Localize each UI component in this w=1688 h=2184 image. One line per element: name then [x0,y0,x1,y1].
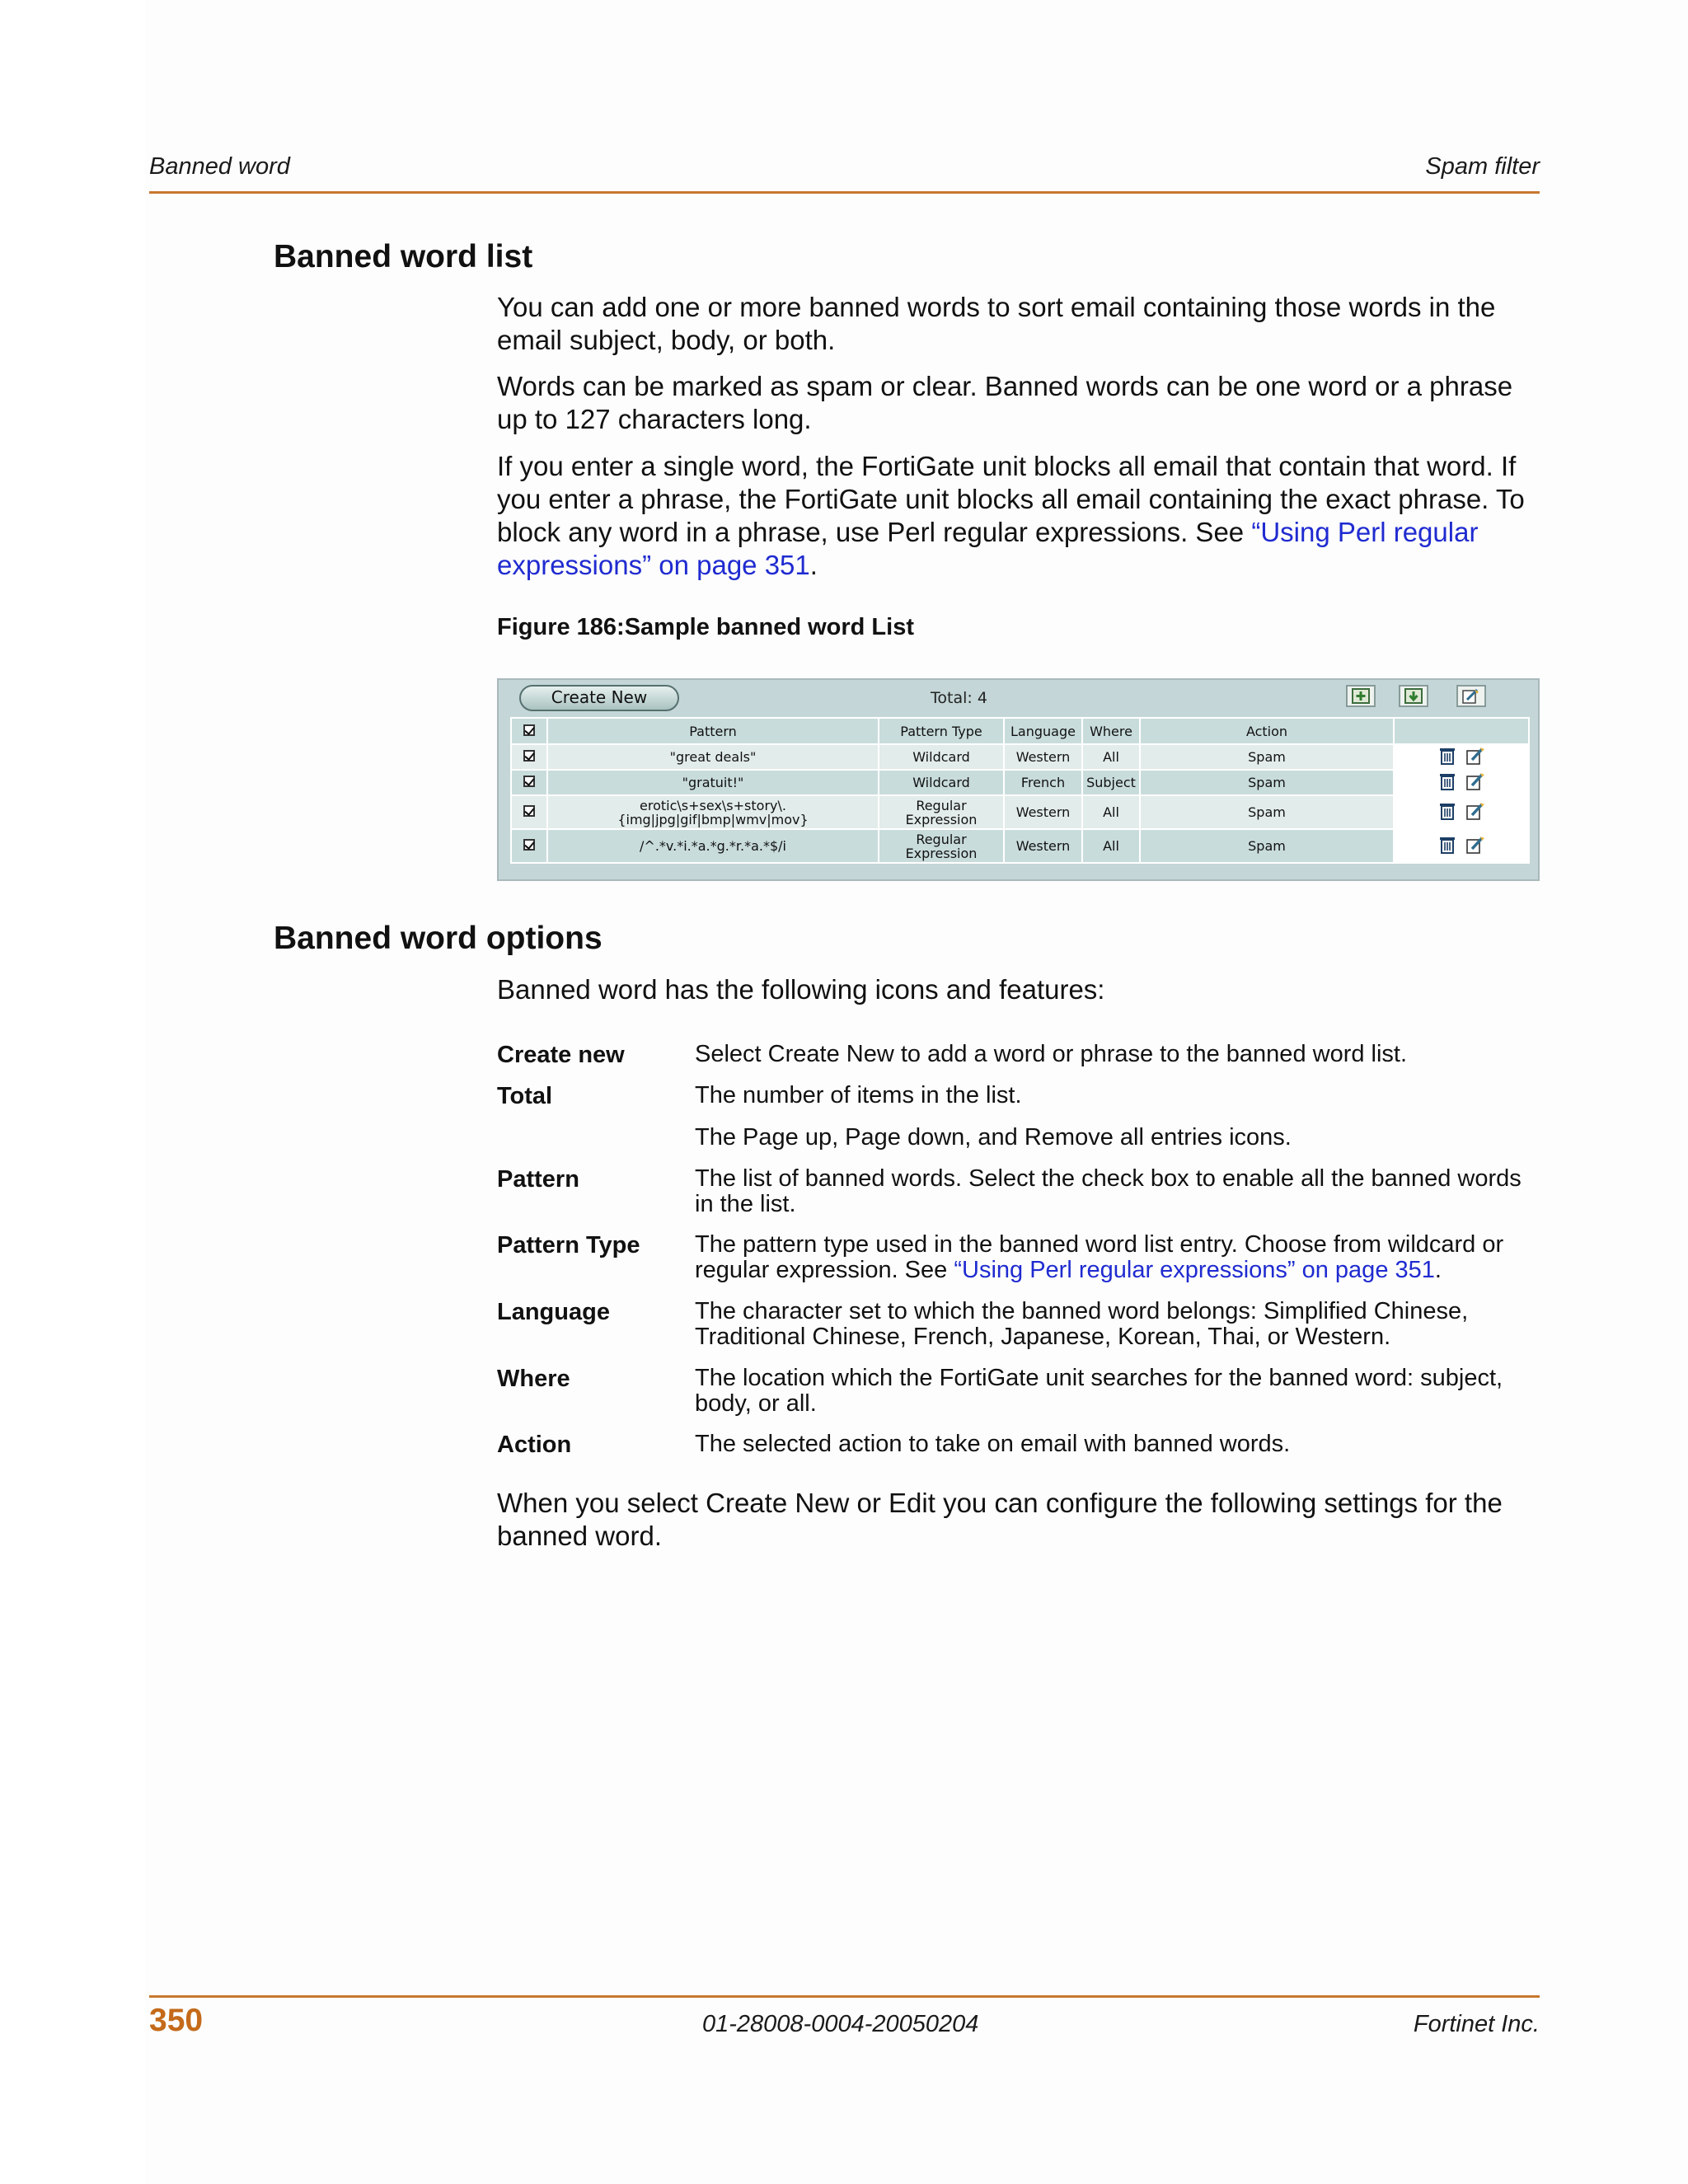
cell-action: Spam [1140,770,1394,795]
list-toolbar [499,680,1538,713]
edit-icon[interactable] [1465,835,1485,855]
page-number: 350 [149,2003,204,2038]
def-page-icons: The Page up, Page down, and Remove all entries icons. [695,1124,1292,1151]
total-count: Total: 4 [931,689,987,707]
paragraph-phrase-end: . [809,550,818,580]
header-select-all[interactable] [511,718,547,744]
table-row [511,770,1529,795]
delete-icon[interactable] [1437,801,1457,821]
def-where: The location which the FortiGate unit searches for the banned word: subject, body, or all. [695,1365,1503,1417]
section-title-banned-word-list: Banned word list [274,239,533,274]
running-header-left: Banned word [149,153,290,180]
delete-icon[interactable] [1437,771,1457,791]
select-all-checkbox[interactable] [523,724,535,736]
cell-where: Subject [1082,770,1140,795]
paragraph-intro: You can add one or more banned words to sort email containing those words in the email subject, body, or both. [497,292,1496,355]
cell-language: Western [1004,829,1082,863]
cell-action: Spam [1140,829,1394,863]
def-pattern-type [695,1232,1544,1283]
def-language: The character set to which the banned word belongs: Simplified Chinese, Traditional Chinese, French, Japanese, Korean, Thai, or Western. [695,1298,1469,1350]
term-pattern: Pattern [497,1166,579,1193]
delete-icon[interactable] [1437,835,1457,855]
term-action: Action [497,1432,572,1458]
table-row [511,829,1529,863]
row-actions [1394,829,1529,863]
cell-pattern-type [879,829,1004,863]
def-action: The selected action to take on email with banned words. [695,1431,1291,1457]
edit-icon[interactable] [1465,801,1485,821]
row-actions [1394,770,1529,795]
term-create-new: Create new [497,1042,625,1068]
row-checkbox[interactable] [523,750,535,762]
cell-language: French [1004,770,1082,795]
footer-rule [149,1995,1540,1998]
cell-action: Spam [1140,795,1394,829]
closing-paragraph: When you select Create New or Edit you can configure the following settings for the banned word. [497,1488,1503,1551]
column-header-where: Where [1082,718,1140,744]
table-header-row [511,718,1529,744]
def-pattern-type-text: The pattern type used in the banned word list entry. Choose from wildcard or regular expression. See [695,1231,1504,1283]
cell-pattern: "gratuit!" [547,770,879,795]
def-pattern-type-end: . [1434,1257,1442,1283]
column-header-pattern-type: Pattern Type [879,718,1004,744]
paragraph-phrase-text: If you enter a single word, the FortiGate unit blocks all email that contain that word. If you enter a phrase, the FortiGate unit blocks all email containing the exact phrase. To block any word in a phrase, use Perl regular expressions. See [497,451,1525,547]
paragraph-phrase [497,450,1544,582]
page-up-icon[interactable] [1346,685,1376,707]
cell-type-line: Expression [905,845,978,861]
cell-where: All [1082,829,1140,863]
term-language: Language [497,1299,610,1325]
figure-caption: Figure 186:Sample banned word List [497,614,914,640]
cell-type-line: Regular [916,831,967,847]
row-actions [1394,795,1529,829]
row-checkbox-cell[interactable] [511,795,547,829]
column-header-blank [1394,718,1529,744]
delete-icon[interactable] [1437,746,1457,766]
paragraph-spam-clear: Words can be marked as spam or clear. Banned words can be one word or a phrase up to 127 characters long. [497,371,1513,434]
def-total: The number of items in the list. [695,1082,1022,1108]
cell-language: Western [1004,744,1082,770]
cell-type-line: Expression [905,811,978,827]
edit-icon[interactable] [1465,746,1485,766]
cell-action: Spam [1140,744,1394,770]
def-create-new: Select Create New to add a word or phrase to the banned word list. [695,1041,1408,1067]
row-checkbox-cell[interactable] [511,744,547,770]
cell-pattern-type [879,795,1004,829]
term-where: Where [497,1366,570,1392]
table-row [511,795,1529,829]
edit-icon[interactable] [1465,771,1485,791]
section-title-banned-word-options: Banned word options [274,921,603,956]
row-checkbox-cell[interactable] [511,770,547,795]
page-down-icon[interactable] [1399,685,1428,707]
row-checkbox[interactable] [523,776,535,787]
cell-pattern [547,795,879,829]
running-header-right: Spam filter [1425,153,1540,180]
company-name: Fortinet Inc. [1413,2011,1540,2037]
table-row [511,744,1529,770]
def-pattern: The list of banned words. Select the check box to enable all the banned words in the list. [695,1165,1522,1217]
cell-pattern: "great deals" [547,744,879,770]
create-new-button[interactable]: Create New [519,685,679,711]
document-id: 01-28008-0004-20050204 [702,2011,979,2037]
options-intro: Banned word has the following icons and features: [497,974,1105,1005]
cell-pattern-line: {img|jpg|gif|bmp|wmv|mov} [617,811,809,827]
perl-regex-link[interactable]: “Using Perl regular expressions” on page 351 [497,517,1479,580]
cell-pattern-type: Wildcard [879,770,1004,795]
cell-pattern: /^.*v.*i.*a.*g.*r.*a.*$/i [547,829,879,863]
header-rule [149,191,1540,194]
cell-pattern-line: erotic\s+sex\s+story\. [640,797,786,813]
cell-pattern-type: Wildcard [879,744,1004,770]
row-checkbox[interactable] [523,805,535,817]
perl-regex-link-2[interactable]: “Using Perl regular expressions” on page 351 [954,1257,1435,1283]
remove-all-icon[interactable] [1456,685,1486,707]
cell-where: All [1082,744,1140,770]
banned-word-table [510,717,1530,864]
column-header-language: Language [1004,718,1082,744]
row-actions [1394,744,1529,770]
row-checkbox[interactable] [523,839,535,851]
column-header-action: Action [1140,718,1394,744]
cell-language: Western [1004,795,1082,829]
term-total: Total [497,1083,553,1109]
cell-type-line: Regular [916,797,967,813]
row-checkbox-cell[interactable] [511,829,547,863]
column-header-pattern: Pattern [547,718,879,744]
banned-word-list-screenshot [497,678,1540,881]
term-pattern-type: Pattern Type [497,1232,640,1258]
cell-where: All [1082,795,1140,829]
